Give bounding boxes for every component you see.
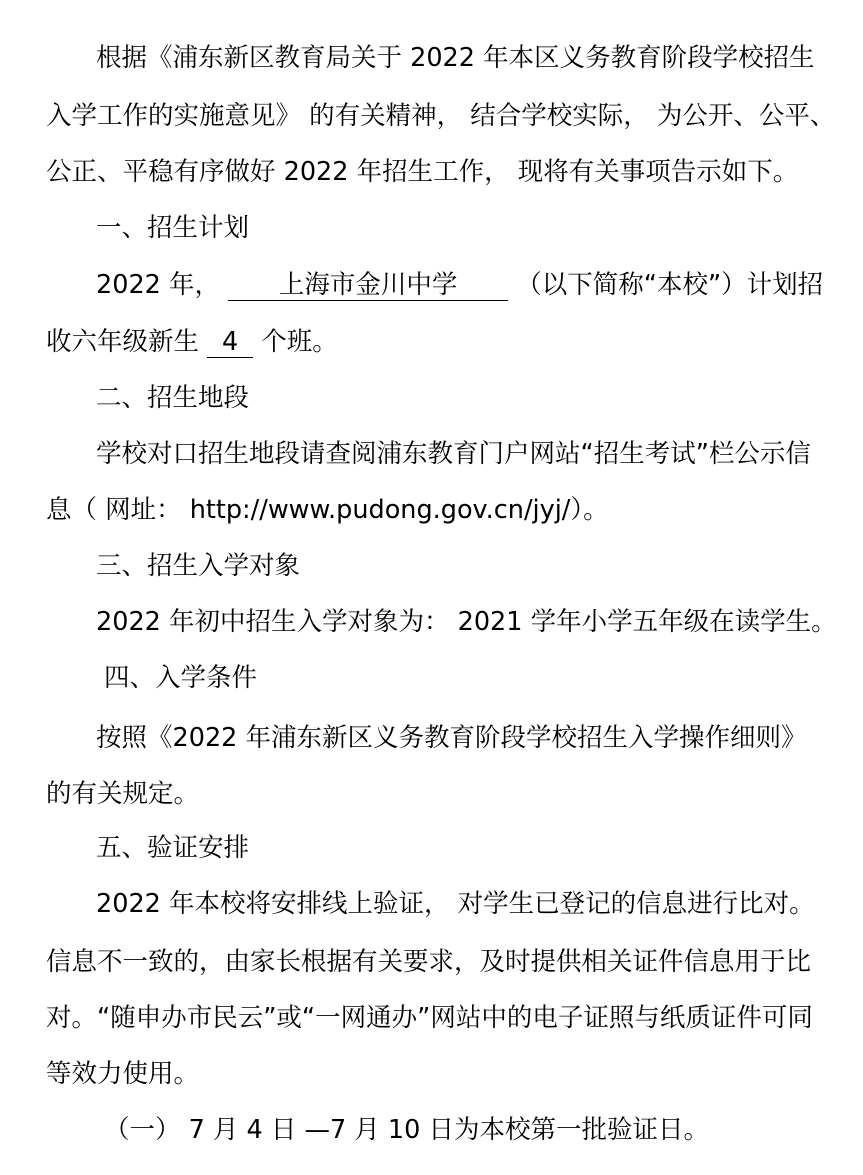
intro-line-1: 根据《浦东新区教育局关于 2022 年本区义务教育阶段学校招生 (96, 43, 815, 73)
section-4-line-2: 的有关规定。 (46, 779, 200, 809)
section-5-line-1: 2022 年本校将安排线上验证， 对学生已登记的信息进行比对。 (96, 889, 815, 919)
section-3-line-1: 2022 年初中招生入学对象为： 2021 学年小学五年级在读学生。 (96, 607, 837, 637)
school-name-blank: 上海市金川中学 (228, 270, 508, 301)
section-2-line-2: 息（ 网址： http://www.pudong.gov.cn/jyj/）。 (46, 495, 609, 525)
section-2-heading: 二、招生地段 (96, 383, 250, 413)
section-4-heading: 四、入学条件 (104, 663, 258, 693)
section-5-line-2: 信息不一致的，由家长根据有关要求，及时提供相关证件信息用于比 (46, 947, 812, 977)
section-2-line-1: 学校对口招生地段请查阅浦东教育门户网站“招生考试”栏公示信 (96, 439, 811, 469)
section-4-line-1: 按照《2022 年浦东新区义务教育阶段学校招生入学操作细则》 (96, 723, 807, 753)
section-5-line-4: 等效力使用。 (46, 1059, 200, 1089)
plan-line-2-prefix: 收六年级新生 (46, 327, 200, 357)
plan-line-2 (46, 322, 338, 362)
section-5-line-3: 对。“随申办市民云”或“一网通办”网站中的电子证照与纸质证件可同 (46, 1003, 813, 1033)
intro-line-3: 公正、平稳有序做好 2022 年招生工作， 现将有关事项告示如下。 (46, 157, 799, 187)
plan-middle: （以下简称“本校”）计划招 (516, 270, 824, 300)
plan-line-2-suffix: 个班。 (261, 327, 338, 357)
section-1-heading: 一、招生计划 (96, 213, 250, 243)
intro-line-2: 入学工作的实施意见》 的有关精神， 结合学校实际， 为公开、公平、 (46, 101, 836, 131)
section-5-heading: 五、验证安排 (96, 833, 250, 863)
plan-line-1 (96, 265, 823, 305)
plan-prefix: 2022 年， (96, 270, 221, 300)
section-5-item-1: （一） 7 月 4 日 —7 月 10 日为本校第一批验证日。 (104, 1115, 709, 1145)
class-count-blank: 4 (207, 327, 253, 358)
section-3-heading: 三、招生入学对象 (96, 551, 301, 581)
